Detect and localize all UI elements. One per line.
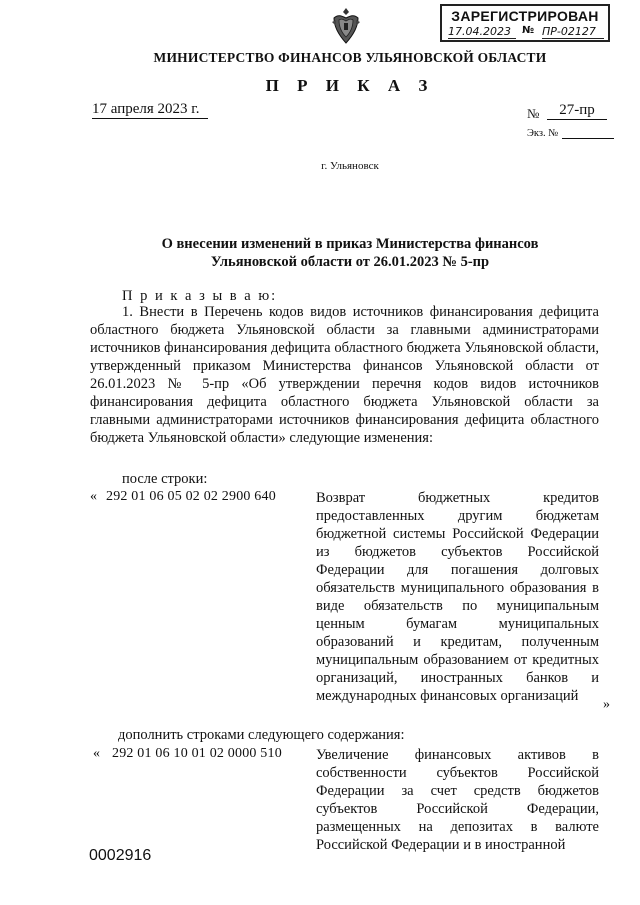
- stamp-number-label: №: [522, 25, 535, 36]
- order-word: П р и к а з ы в а ю:: [122, 288, 278, 304]
- city: г. Ульяновск: [321, 160, 379, 172]
- row2-code: 292 01 06 10 01 02 0000 510: [112, 746, 282, 761]
- registration-stamp: [440, 4, 610, 42]
- stamp-title: ЗАРЕГИСТРИРОВАН: [451, 8, 599, 24]
- supplement-label: дополнить строками следующего содержания:: [118, 727, 405, 743]
- ministry-name: МИНИСТЕРСТВО ФИНАНСОВ УЛЬЯНОВСКОЙ ОБЛАСТИ: [153, 50, 547, 65]
- order-number: 27-пр: [547, 102, 607, 120]
- after-row-label: после строки:: [122, 471, 208, 487]
- document-title: [120, 235, 580, 271]
- copy-number-line: [562, 138, 614, 139]
- row2-description: Увеличение финансовых активов в собственности субъектов Российской Федерации за счет средств бюджетов субъектов Российской Федерации, размещенных на депозитах в валюте Российской Федерации и в иностранной: [316, 747, 599, 853]
- title-line-2: Ульяновской области от 26.01.2023 № 5-пр: [210, 254, 490, 270]
- stamp-number: ПР-02127: [542, 25, 604, 39]
- order-number-label: №: [527, 106, 540, 121]
- row2-open-quote: «: [93, 746, 100, 761]
- row1-description: Возврат бюджетных кредитов предоставленных другим бюджетам бюджетной системы Российской Федерации из бюджетов субъектов Российской Федерации для погашения долговых обязательств муниципального образования в виде обязательств по муниципальным ценным бумагам муниципальных образований и кредитам, полученным муниципальным образованием от кредитных организаций, иностранных банков и международных финансовых организаций: [316, 490, 599, 704]
- paragraph-1: 1. Внести в Перечень кодов видов источников финансирования дефицита областного бюджета Ульяновской области за главными администраторами источников финансирования дефицита областного бюджета Ульяновской области, утвержденный приказом Министерства финансов Ульяновской области от 26.01.2023 № 5-пр «Об утверждении перечня кодов видов источников финансирования дефицита областного бюджета Ульяновской области за главными администраторами источников финансирования дефицита областного бюджета Ульяновской области» следующие изменения:: [90, 304, 599, 446]
- title-line-1: О внесении изменений в приказ Министерства финансов: [161, 236, 539, 252]
- form-code: 0002916: [89, 847, 152, 864]
- coat-of-arms-icon: [330, 6, 362, 46]
- row1-close-quote: »: [603, 697, 610, 712]
- document-type: П Р И К А З: [265, 76, 435, 95]
- order-date: 17 апреля 2023 г.: [92, 101, 208, 119]
- row1-open-quote: «: [90, 489, 97, 504]
- stamp-date: 17.04.2023: [448, 25, 516, 39]
- row1-code: 292 01 06 05 02 02 2900 640: [106, 489, 276, 504]
- copy-number-label: Экз. №: [527, 128, 559, 139]
